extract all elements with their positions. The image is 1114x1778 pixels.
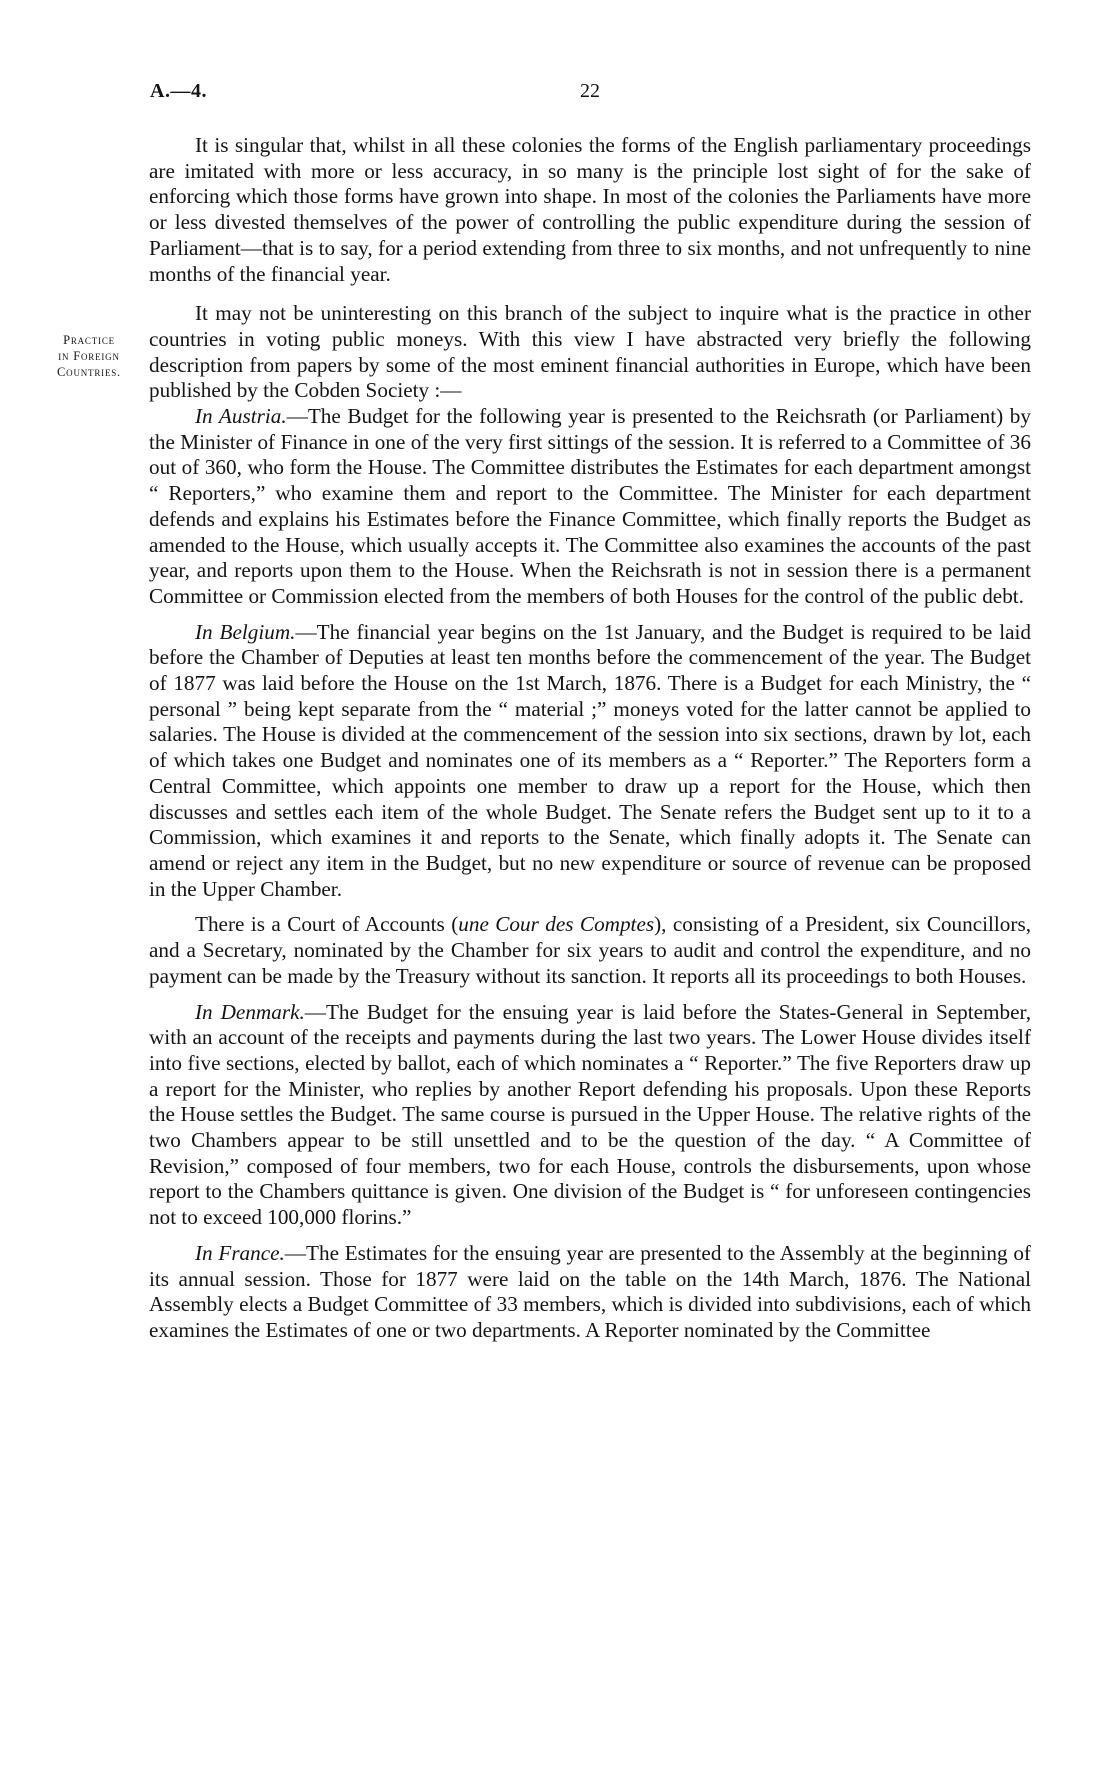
- paragraph-court-of-accounts: [149, 912, 1031, 989]
- body-text: [149, 133, 1031, 1344]
- country-heading-denmark: In Denmark.: [195, 999, 305, 1024]
- paragraph-singular: It is singular that, whilst in all these colonies the forms of the English parliamentary proceedings are imitated with more or less accuracy, in so many is the principle lost sight of for the sake of enforcing which those forms have grown into shape. In most of the colonies the Parliaments have more or less divested themselves of the power of controlling the public expenditure during the session of Parliament—that is to say, for a period extending from three to six months, and not unfrequently to nine months of the financial year.: [149, 133, 1031, 286]
- court-french-term: une Cour des Comptes: [458, 912, 655, 937]
- belgium-text: —The financial year begins on the 1st January, and the Budget is required to be laid before the Chamber of Deputies at least ten months before the commencement of the year. The Budget of 1877 was laid before the House on the 1st March, 1876. There is a Budget for each Ministry, the “ personal ” being kept separate from the “ material ;” moneys voted for the latter cannot be applied to salaries. The House is divided at the commencement of the session into six sections, drawn by lot, each of which takes one Budget and nominates one of its members as a “ Reporter.” The Reporters form a Central Committee, which appoints one member to draw up a report for the House, which then discusses and settles each item of the whole Budget. The Senate refers the Budget sent up to it to a Commission, which examines it and reports to the Senate, which finally adopts it. The Senate can amend or reject any item in the Budget, but no new expenditure or source of revenue can be proposed in the Upper Chamber.: [149, 619, 1031, 901]
- country-heading-austria: In Austria.: [195, 404, 287, 429]
- margin-note-line: Practice: [63, 333, 115, 347]
- court-text-end: ), consisting of a President, six Councillors, and a Secretary, nominated by the Chamber for six years to audit and control the expenditure, and no payment can be made by the Treasury without its sanction. It reports all its proceedings to both Houses.: [149, 912, 1031, 988]
- court-text-start: There is a Court of Accounts (: [195, 912, 459, 937]
- margin-note-line: in Foreign: [58, 349, 120, 363]
- country-heading-france: In France.: [195, 1240, 285, 1265]
- paragraph-belgium: [149, 620, 1031, 903]
- paragraph-austria: [149, 404, 1031, 610]
- margin-note: [30, 332, 148, 380]
- document-reference: A.—4.: [150, 80, 207, 102]
- country-heading-belgium: In Belgium.: [195, 619, 296, 644]
- paragraph-practice: It may not be uninteresting on this branch of the subject to inquire what is the practice in other countries in voting public moneys. With this view I have abstracted very briefly the following description from papers by some of the most eminent financial authorities in Europe, which have been published by the Cobden Society :—: [149, 301, 1031, 403]
- margin-note-line: Countries.: [57, 365, 121, 379]
- paragraph-denmark: [149, 1000, 1031, 1231]
- page-number: 22: [580, 80, 600, 102]
- page-header: [150, 80, 1030, 108]
- paragraph-france: [149, 1241, 1031, 1344]
- france-text: —The Estimates for the ensuing year are presented to the Assembly at the beginning of its annual session. Those for 1877 were laid on the table on the 14th March, 1876. The National Assembly elects a Budget Committee of 33 members, which is divided into subdivisions, each of which examines the Estimates of one or two departments. A Reporter nominated by the Committee: [149, 1240, 1031, 1342]
- austria-text: —The Budget for the following year is presented to the Reichsrath (or Parliament) by the Minister of Finance in one of the very first sittings of the session. It is referred to a Committee of 36 out of 360, who form the House. The Committee distributes the Estimates for each department amongst “ Reporters,” who examine them and report to the Committee. The Minister for each department defends and explains his Estimates before the Finance Committee, which finally reports the Budget as amended to the House, which usually accepts it. The Committee also examines the accounts of the past year, and reports upon them to the House. When the Reichsrath is not in session there is a permanent Committee or Commission elected from the members of both Houses for the control of the public debt.: [149, 404, 1031, 608]
- denmark-text: —The Budget for the ensuing year is laid before the States-General in September, with an account of the receipts and payments during the last two years. The Lower House divides itself into five sections, elected by ballot, each of which nominates a “ Reporter.” The five Reporters draw up a report for the Minister, who replies by another Report defending his proposals. Upon these Reports the House settles the Budget. The same course is pursued in the Upper House. The relative rights of the two Chambers appear to be still unsettled and to be the question of the day. “ A Committee of Revision,” composed of four members, two for each House, controls the disbursements, upon whose report to the Chambers quittance is given. One division of the Budget is “ for unforeseen contingencies not to exceed 100,000 florins.”: [149, 999, 1031, 1230]
